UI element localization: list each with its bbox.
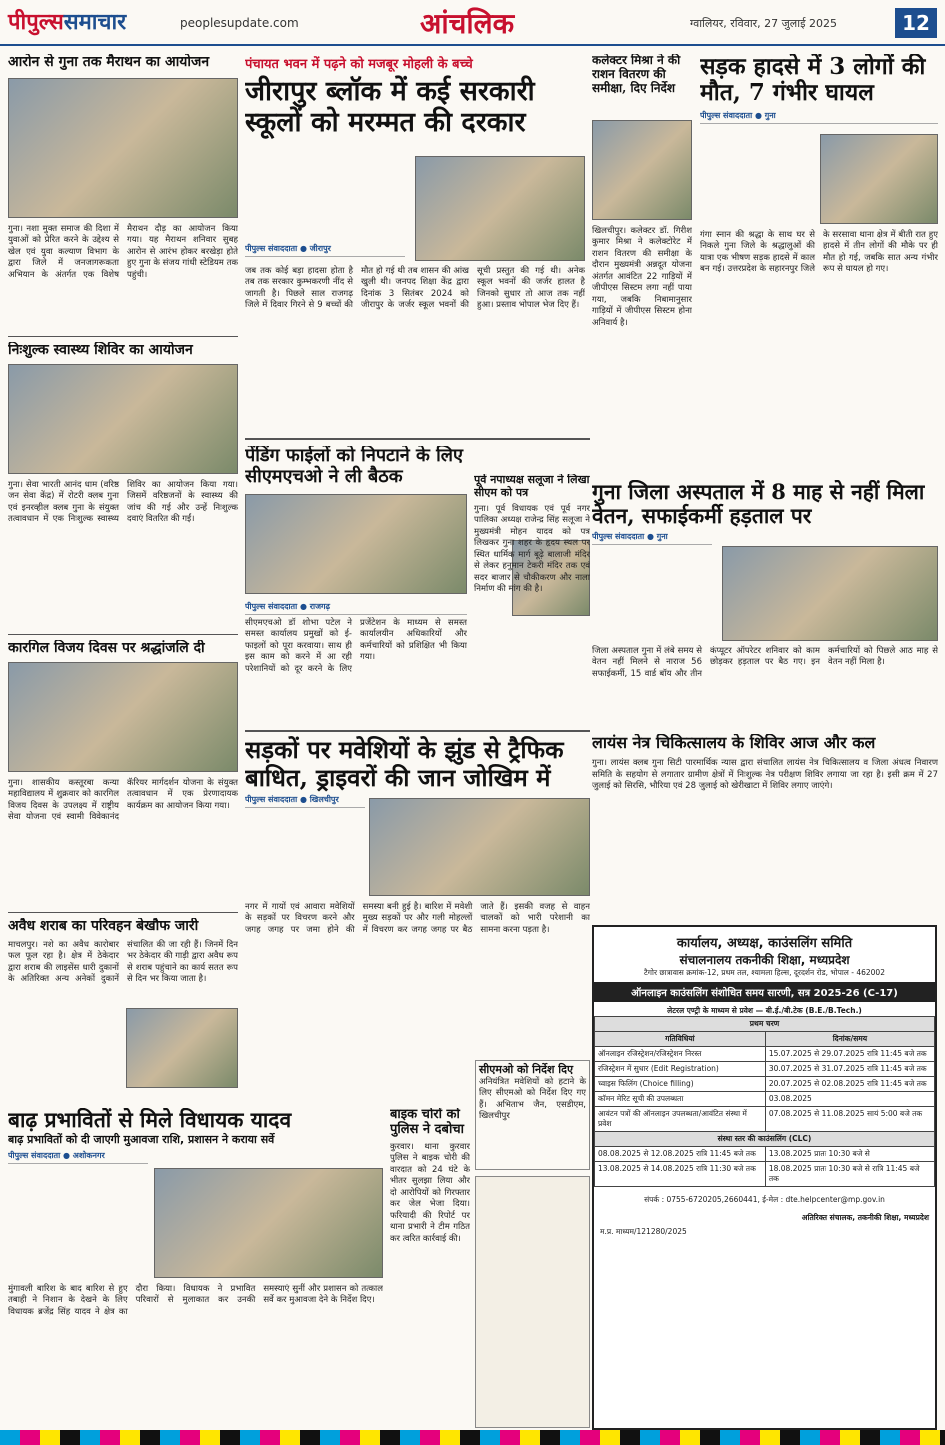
byline: पीपुल्स संवाददाता ● जीरापुर	[245, 243, 405, 257]
article-flood-mla	[8, 1108, 383, 1428]
article-cattle	[245, 736, 590, 1051]
headline: सीएमओ को निर्देश दिए	[479, 1063, 574, 1076]
table-row: 08.08.2025 से 12.08.2025 रात्रि 11:45 बजे तक 13.08.2025 प्रातः 10:30 बजे से	[595, 1147, 935, 1162]
divider	[8, 634, 238, 635]
table-row: ऑनलाइन रजिस्ट्रेशन/रजिस्ट्रेशन निरस्त 15.07.2025 से 29.07.2025 रात्रि 11:45 बजे तक	[595, 1047, 935, 1062]
clc-heading: संस्था स्तर की काउंसलिंग (CLC)	[595, 1132, 935, 1147]
divider	[8, 336, 238, 337]
notice-sub: लेटरल एण्ट्री के माध्यम से प्रवेश — बी.ई./बी.टेक (B.E./B.Tech.)	[667, 1006, 862, 1015]
headline: बाइक चोरों को पुलिस ने दबोचा	[390, 1108, 464, 1137]
newspaper-logo: पीपुल्ससमाचार	[8, 9, 127, 35]
divider	[245, 438, 590, 440]
headline: पेंडिंग फाईलों को निपटाने के लिए सीएमएचओ ने ली बैठक	[245, 446, 463, 487]
byline: पीपुल्स संवाददाता ● गुना	[700, 110, 938, 124]
article-kicker: बाढ़ प्रभावितों को दी जाएगी मुआवजा राशि, प्रशासन ने कराया सर्वे	[8, 1133, 275, 1147]
article-marathon	[8, 54, 238, 334]
article-bike-thieves	[390, 1108, 470, 1428]
table-row: च्वाइस फिलिंग (Choice filling) 20.07.2025 से 02.08.2025 रात्रि 11:45 बजे तक	[595, 1077, 935, 1092]
headline: कारगिल विजय दिवस पर श्रद्धांजलि दी	[8, 640, 205, 656]
article-text: सीएमएचओ डॉ शोभा पटेल ने समस्त कार्यालय प्रमुखों को ई-फाइलों को पूरा करवाया। साथ ही इस काम को करने में आ रही परेशानियों को दूर करने के लिए प्रजेंटेशन के माध्यम से समस्त कार्यालयीन अधिकारियों और कर्मचारियों को प्रशिक्षित भी किया गया।	[245, 618, 467, 674]
photo-flood	[154, 1168, 383, 1278]
article-text: जब तक कोई बड़ा हादसा होता है तब तक सरकार कुम्भकरणी नींद से जागती है। पिछले साल राजगढ़ जिले में दिवार गिरने से 9 बच्चों की मौत हो गई थी तब शासन की आंख खुली थी। जनपद शिक्षा केंद्र द्वारा दिनांक 3 सितंबर 2024 को जीरापुर के जर्जर स्कूल भवनों की सूची प्रस्तुत की गई थी। अनेक स्कूल भवनों की जर्जर हालत है जिनको सुधार तो आज तक नहीं हुआ। प्रस्ताव भोपाल भेज दिए हैं।	[245, 266, 585, 311]
article-kicker: पंचायत भवन में पढ़ने को मजबूर मोहली के बच्चे	[245, 57, 473, 72]
notice-title: कार्यालय, अध्यक्ष, काउंसलिंग समिति	[676, 936, 853, 951]
website-url[interactable]: peoplesupdate.com	[180, 16, 299, 30]
headline: सड़क हादसे में 3 लोगों की मौत, 7 गंभीर घायल	[700, 54, 926, 107]
article-kargil	[8, 640, 238, 910]
headline: बाढ़ प्रभावितों से मिले विधायक यादव	[8, 1108, 292, 1132]
table-row: कॉमन मेरिट सूची की उपलब्धता 03.08.2025	[595, 1092, 935, 1107]
article-text: गुना। पूर्व विधायक एवं पूर्व नगर पालिका अध्यक्ष राजेन्द्र सिंह सलूजा ने मुख्यमंत्री मोहन यादव को पत्र लिखकर गुना शहर के हृदय स्थल पर स्थित धार्मिक मार्ग बूढ़े बालाजी मंदिर से लेकर हनुमान टेकरी मंदिर तक एवं सदर बाजार से चौकीकरण और नाला निर्माण की मांग की है।	[474, 504, 590, 595]
article-text: अनियंत्रित मवेशियों को हटाने के लिए सीएमओ को निर्देश दिए गए हैं। अभिताभ जैन, एसडीएम, खिलचीपुर	[479, 1076, 586, 1122]
article-text: जिला अस्पताल गुना में लंबे समय से वेतन नहीं मिलने से नाराज 56 सफाईकर्मी, 15 वार्ड बॉय और तीन कंप्यूटर ऑपरेटर शनिवार को काम छोड़कर हड़ताल पर बैठ गए। इन कर्मचारियों को पिछले आठ माह से वेतन नहीं मिला है।	[592, 646, 938, 679]
headline: लायंस नेत्र चिकित्सालय के शिविर आज और कल	[592, 734, 876, 752]
headline: सड़कों पर मवेशियों के झुंड से ट्रैफिक बाधित, ड्राइवरों की जान जोखिम में	[245, 736, 564, 792]
photo-liquor	[126, 1008, 238, 1088]
dateline: ग्वालियर, रविवार, 27 जुलाई 2025	[690, 17, 838, 30]
table-row: आवंटन पत्रों की ऑनलाइन उपलब्धता/आवंटित संस्था में प्रवेश 07.08.2025 से 11.08.2025 सायं 5:00 बजे तक	[595, 1107, 935, 1132]
masthead	[0, 0, 945, 46]
col-activity: गतिविधियां	[595, 1032, 766, 1047]
headline: कलेक्टर मिश्रा ने की राशन वितरण की समीक्षा, दिए निर्देश	[592, 54, 681, 95]
divider	[8, 912, 238, 913]
article-collector	[592, 54, 692, 474]
article-health-camp	[8, 342, 238, 632]
article-text: गंगा स्नान की श्रद्धा के साथ घर से निकले गुना जिले के श्रद्धालुओं की यात्रा एक भीषण सड़क हादसे में काल बन गई। उत्तरप्रदेश के सहारनपुर जिले के सरसावा थाना क्षेत्र में बीती रात हुए हादसे में तीन लोगों की मौके पर ही मौत हो गई, जबकि सात अन्य गंभीर रूप से घायल हो गए।	[700, 230, 938, 275]
box-cmo-directive	[475, 1060, 590, 1170]
table-row: रजिस्ट्रेशन में सुधार (Edit Registration) 30.07.2025 से 31.07.2025 रात्रि 11:45 बजे तक	[595, 1062, 935, 1077]
byline: पीपुल्स संवाददाता ● खिलचीपुर	[245, 794, 365, 808]
divider	[245, 730, 590, 732]
photo-accident	[820, 134, 938, 224]
headline: पूर्व नपाध्यक्ष सलूजा ने लिखा सीएम को पत्र	[474, 474, 590, 499]
article-text: गुना। लायंस क्लब गुना सिटी पारमार्थिक न्यास द्वारा संचालित लायंस नेत्र चिकित्सालय व जिला अंधत्व निवारण समिति के सहयोग से लगातार ग्रामीण क्षेत्रों में निःशुल्क नेत्र परीक्षण शिविर लगाया जा रहा है। इसी क्रम में 27 जुलाई को सिरसि, भौरिया एवं 28 जुलाई को खेरीखाटा में शिविर लगाए जाएंगे।	[592, 758, 938, 792]
notice-ref: म.प्र. माध्यम/121280/2025	[600, 1227, 687, 1236]
section-title: आंचलिक	[420, 7, 515, 40]
article-text: कुरवार। थाना कुरवार पुलिस ने बाइक चोरी की वारदात को 24 घंटे के भीतर सुलझा लिया और दो आरोपियों को गिरफ्तार कर जेल भेजा दिया। फरियादी की रिपोर्ट पर थाना प्रभारी ने टीम गठित कर त्वरित कार्रवाई की।	[390, 1141, 470, 1244]
photo-school	[415, 156, 585, 261]
photo-cmho	[245, 494, 467, 594]
headline: गुना जिला अस्पताल में 8 माह से नहीं मिला वेतन, सफाईकर्मी हड़ताल पर	[592, 480, 925, 529]
headline: अवैध शराब का परिवहन बेखौफ जारी	[8, 918, 199, 934]
byline: पीपुल्स संवाददाता ● अशोकनगर	[8, 1150, 148, 1164]
article-cmho	[245, 446, 467, 726]
article-saluja	[474, 474, 590, 724]
photo-collector	[592, 120, 692, 220]
headline: निःशुल्क स्वास्थ्य शिविर का आयोजन	[8, 342, 193, 358]
photo-health-camp	[8, 364, 238, 474]
article-text: खिलचीपुर। कलेक्टर डॉ. गिरीश कुमार मिश्रा ने कलेक्टोरेट में राशन वितरण की समीक्षा के दौरान मुख्यमंत्री अन्नदूत योजना अंतर्गत आवंटित 22 गाड़ियों में जीपीएस सिस्टम लगा नहीं पाया गया, जबकि निबामानुसार गाड़ियों में जीपीएस सिस्टम होना अनिवार्य है।	[592, 226, 692, 328]
notice-banner: ऑनलाइन काउंसलिंग संशोधित समय सारणी, सत्र 2025-26 (C-17)	[594, 982, 935, 1002]
byline: पीपुल्स संवाददाता ● राजगढ़	[245, 601, 467, 615]
classified-notice	[475, 1176, 590, 1428]
article-text: माचलपुर। नशे का अवैध कारोबार फल फूल रहा है। क्षेत्र में ठेकेदार द्वारा शराब की लाइसेंस धारी दुकानों के अतिरिक्त अन्य अनेकों दुकानें संचालित की जा रही हैं। जिनमें दिन भर ठेकेदार की गाड़ी द्वारा अवैध रूप से शराब पहुंचाने का कार्य सतत रूप से दिन भर किया जाता है।	[8, 940, 238, 985]
article-text: मुंगावली बारिश के बाद बारिश से हुए तबाही ने निशान के देखने के लिए विधायक ब्रजेंद्र सिंह यादव ने क्षेत्र का दौरा किया। विधायक ने प्रभावित परिवारों से मुलाकात कर उनकी समस्याएं सुनीं और प्रशासन को तत्काल सर्वे कर मुआवजा देने के निर्देश दिए।	[8, 1284, 383, 1317]
article-hospital-strike	[592, 480, 938, 715]
schedule-table	[594, 1016, 935, 1187]
article-liquor	[8, 918, 238, 1098]
article-text: गुना। सेवा भारती आनंद धाम (वरिष्ठ जन सेवा केंद्र) में रोटरी क्लब गुना एवं इनरव्हील क्लब गुना के संयुक्त तत्वावधान में एक निःशुल्क स्वास्थ्य शिविर का आयोजन किया गया। जिसमें वरिष्ठजनों के स्वास्थ्य की जांच की गई और उन्हें निःशुल्क दवाएं वितरित की गईं।	[8, 480, 238, 525]
photo-strike	[722, 546, 938, 641]
page-number: 12	[895, 8, 937, 38]
notice-subtitle: संचालनालय तकनीकी शिक्षा, मध्यप्रदेश	[679, 953, 850, 967]
table-row: 13.08.2025 से 14.08.2025 रात्रि 11:30 बजे तक 18.08.2025 प्रातः 10:30 बजे से रात्रि 11:45 बजे तक	[595, 1162, 935, 1187]
article-text: गुना। शासकीय कस्तूरबा कन्या महाविद्यालय में शुक्रवार को कारगिल विजय दिवस के उपलक्ष्य में राष्ट्रीय सेवा योजना एवं स्वामी विवेकानंद कॅरियर मार्गदर्शन योजना के संयुक्त तत्वावधान में एक प्रेरणादायक कार्यक्रम का आयोजन किया गया।	[8, 778, 238, 823]
notice-signatory: अतिरिक्त संचालक, तकनीकी शिक्षा, मध्यप्रदेश	[801, 1213, 929, 1222]
article-text: गुना। नशा मुक्त समाज की दिशा में युवाओं को प्रेरित करने के उद्देश्य से खेल एवं युवा कल्याण विभाग के द्वारा जिले में जनजागरूकता अभियान के अंतर्गत एक विशेष मैराथन दौड़ का आयोजन किया गया। यह मैराथन शनिवार सुबह आरोन से आरंभ होकर बरखेड़ा होते हुए गुना के संजय गांधी स्टेडियम तक पहुंची।	[8, 224, 238, 280]
photo-cattle	[369, 798, 590, 896]
headline: आरोन से गुना तक मैराथन का आयोजन	[8, 54, 210, 70]
notice-contact: संपर्क : 0755-6720205,2660441, ई-मेल : dte.helpcenter@mp.gov.in	[644, 1195, 885, 1204]
counseling-notice	[592, 925, 937, 1430]
col-date: दिनांक/समय	[765, 1032, 934, 1047]
article-lions-camp	[592, 734, 938, 864]
byline: पीपुल्स संवाददाता ● गुना	[592, 531, 712, 545]
article-schools	[245, 54, 585, 434]
article-text: नगर में गायों एवं आवारा मवेशियों के सड़कों पर विचरण करने और जगह जगह पर जमा होने की समस्या बनी हुई है। बारिश में मवेशी मुख्य सड़कों पर और गली मोहल्लों में विचरण कर जगह जगह पर बैठ जाते हैं। इसकी वजह से वाहन चालकों को भारी परेशानी का सामना करना पड़ता है।	[245, 902, 590, 935]
article-accident	[700, 54, 938, 474]
photo-kargil	[8, 662, 238, 772]
notice-address: टैगोर छात्रावास क्रमांक-12, प्रथम तल, श्यामला हिल्स, दूरदर्शन रोड, भोपाल - 462002	[644, 968, 885, 977]
phase-heading: प्रथम चरण	[595, 1017, 935, 1032]
headline: जीरापुर ब्लॉक में कई सरकारी स्कूलों को मरम्मत की दरकार	[245, 76, 535, 139]
photo-marathon	[8, 78, 238, 218]
color-registration-strip	[0, 1430, 945, 1445]
